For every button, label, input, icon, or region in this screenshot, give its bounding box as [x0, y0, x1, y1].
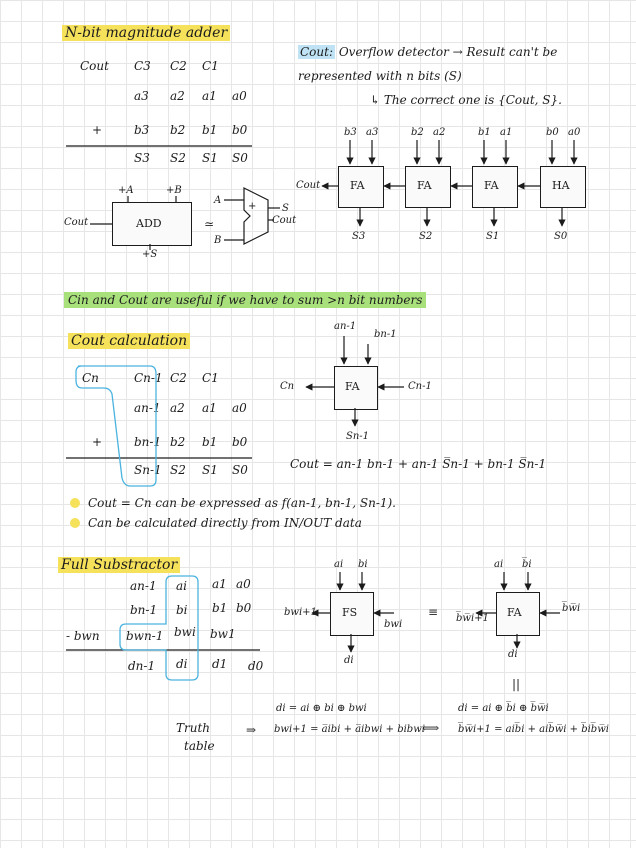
truth-table-label: Truth — [176, 721, 211, 735]
add-output-s: +S — [142, 249, 158, 260]
fa-input-b: bn-1 — [374, 329, 397, 340]
fa-carry-out: Cn — [280, 381, 295, 392]
eq-bw-right: b̅w̅i+1 = aib̅i + aib̅w̅i + b̅ib̅w̅i — [458, 724, 609, 735]
operand-a1: a1 — [202, 89, 217, 103]
chain-in-a3: a3 — [366, 127, 379, 138]
cout-formula: Cout = an-1 bn-1 + an-1 S̅n-1 + bn-1 S̅n-1 — [290, 457, 547, 471]
sub-b1: b1 — [212, 601, 228, 615]
operand-b2b: b2 — [170, 435, 186, 449]
section-title-subtractor: Full Substractor — [58, 558, 180, 572]
carry-c3: C3 — [134, 59, 151, 73]
sub-minus-bwn: - bwn — [66, 629, 100, 643]
truth-table-label-2: table — [184, 739, 215, 753]
section-title-adder: N-bit magnitude adder — [62, 26, 230, 40]
mux-cout: Cout — [272, 215, 297, 226]
chain-out-s2: S2 — [419, 231, 433, 242]
fa-block-label: FA — [345, 380, 360, 393]
operand-b2: b2 — [170, 123, 186, 137]
operand-b1b: b1 — [202, 435, 218, 449]
sub-bwn1: bwn-1 — [126, 629, 164, 643]
chain-cell-0-label: HA — [552, 179, 570, 192]
chain-in-b0: b0 — [546, 127, 559, 138]
section-title-cout: Cout calculation — [68, 334, 190, 348]
sub-a0: a0 — [236, 577, 251, 591]
sub-di: di — [176, 657, 188, 671]
fa-equiv-label: FA — [507, 606, 522, 619]
operand-a0b: a0 — [232, 401, 247, 415]
carry-cn: Cn — [82, 371, 99, 385]
chain-in-b3: b3 — [344, 127, 357, 138]
chain-out-s3: S3 — [352, 231, 366, 242]
fa-input-a: an-1 — [334, 321, 357, 332]
plus-sign: + — [92, 123, 103, 137]
fa-equiv-output: di — [508, 649, 518, 660]
banner-note: Cin and Cout are useful if we have to sum >n bit numbers — [64, 294, 426, 306]
operand-b3: b3 — [134, 123, 150, 137]
chain-cell-3-label: FA — [350, 179, 365, 192]
operand-b1: b1 — [202, 123, 218, 137]
add-input-a: +A — [118, 185, 134, 196]
eq-d-right: di = ai ⊕ b̅i ⊕ b̅w̅i — [458, 703, 549, 714]
double-vertical-arrow: || — [512, 677, 521, 691]
eq-d-left: di = ai ⊕ bi ⊕ bwi — [276, 703, 367, 714]
sum-s2: S2 — [170, 151, 186, 165]
fs-borrow-out: bwi+1 — [284, 607, 317, 618]
add-input-b: +B — [166, 185, 182, 196]
fa-output: Sn-1 — [346, 431, 370, 442]
operand-a2: a2 — [170, 89, 185, 103]
mux-s: S — [282, 203, 289, 214]
chain-in-a1: a1 — [500, 127, 513, 138]
add-block-label: ADD — [136, 217, 162, 230]
chain-in-b1: b1 — [478, 127, 491, 138]
sum-s3: S3 — [134, 151, 150, 165]
sum-s1: S1 — [202, 151, 218, 165]
fa-equiv-input-b: b̅i — [522, 559, 532, 570]
bullet-dot-2 — [70, 518, 80, 528]
sub-an1: an-1 — [130, 579, 157, 593]
implies-arrow: ⇒ — [246, 723, 257, 737]
chain-out-s1: S1 — [486, 231, 500, 242]
sub-bw1: bw1 — [210, 627, 236, 641]
overflow-note-line3: ↳ The correct one is {Cout, S}. — [370, 93, 562, 107]
chain-cell-1-label: FA — [484, 179, 499, 192]
sum-s1b: S1 — [202, 463, 218, 477]
operand-bn1: bn-1 — [134, 435, 162, 449]
bullet-dot-1 — [70, 498, 80, 508]
carry-c2b: C2 — [170, 371, 187, 385]
sub-bwi: bwi — [174, 625, 196, 639]
sum-s0: S0 — [232, 151, 248, 165]
carry-c1b: C1 — [202, 371, 219, 385]
equiv-sign: ≃ — [204, 217, 215, 231]
equiv-sign-2: ≡ — [428, 605, 439, 619]
carry-c2: C2 — [170, 59, 187, 73]
plus-sign-2: + — [92, 435, 103, 449]
sub-b0: b0 — [236, 601, 252, 615]
fs-input-a: ai — [334, 559, 344, 570]
carry-cn1: Cn-1 — [134, 371, 163, 385]
chain-in-a0: a0 — [568, 127, 581, 138]
eq-bw-left: bwi+1 = a̅ibi + a̅ibwi + bibwi — [274, 724, 425, 735]
sub-ai: ai — [176, 579, 187, 593]
overflow-note-line2: represented with n bits (S) — [298, 69, 462, 83]
mux-shape — [244, 188, 268, 244]
operand-a3: a3 — [134, 89, 149, 103]
fs-input-b: bi — [358, 559, 368, 570]
operand-a0: a0 — [232, 89, 247, 103]
carry-c1: C1 — [202, 59, 219, 73]
chain-carry-out: Cout — [296, 180, 321, 191]
sub-bi: bi — [176, 603, 188, 617]
fa-carry-in: Cn-1 — [408, 381, 432, 392]
fs-block-label: FS — [342, 606, 358, 619]
sub-dn1: dn-1 — [128, 659, 156, 673]
sub-bn1: bn-1 — [130, 603, 158, 617]
operand-b0b: b0 — [232, 435, 248, 449]
sum-s2b: S2 — [170, 463, 186, 477]
bullet-1: Cout = Cn can be expressed as f(an-1, bn-1, Sn-1). — [88, 496, 396, 510]
cout-key: Cout: — [300, 45, 333, 59]
sum-sn1: Sn-1 — [134, 463, 162, 477]
fs-borrow-in: bwi — [384, 619, 403, 630]
iff-arrow: ⟺ — [422, 721, 440, 735]
mux-b: B — [214, 235, 222, 246]
fa-equiv-borrow-out: b̅w̅i+1 — [456, 613, 489, 624]
operand-a2b: a2 — [170, 401, 185, 415]
sum-s0b: S0 — [232, 463, 248, 477]
chain-in-b2: b2 — [411, 127, 424, 138]
chain-out-s0: S0 — [554, 231, 568, 242]
fa-equiv-borrow-in: b̅w̅i — [562, 603, 581, 614]
sub-d1: d1 — [212, 657, 228, 671]
operand-a1b: a1 — [202, 401, 217, 415]
bullet-2: Can be calculated directly from IN/OUT data — [88, 516, 362, 530]
operand-b0: b0 — [232, 123, 248, 137]
chain-in-a2: a2 — [433, 127, 446, 138]
add-carry-out: Cout — [64, 217, 89, 228]
chain-cell-2-label: FA — [417, 179, 432, 192]
mux-a: A — [214, 195, 222, 206]
overflow-note-line1: Cout: Overflow detector → Result can't be — [300, 45, 558, 59]
carry-label: Cout — [80, 59, 109, 73]
sub-d0: d0 — [248, 659, 264, 673]
operand-an1: an-1 — [134, 401, 161, 415]
mux-plus: + — [248, 201, 257, 212]
fa-equiv-input-a: ai — [494, 559, 504, 570]
fs-output: di — [344, 655, 354, 666]
sub-a1: a1 — [212, 577, 227, 591]
